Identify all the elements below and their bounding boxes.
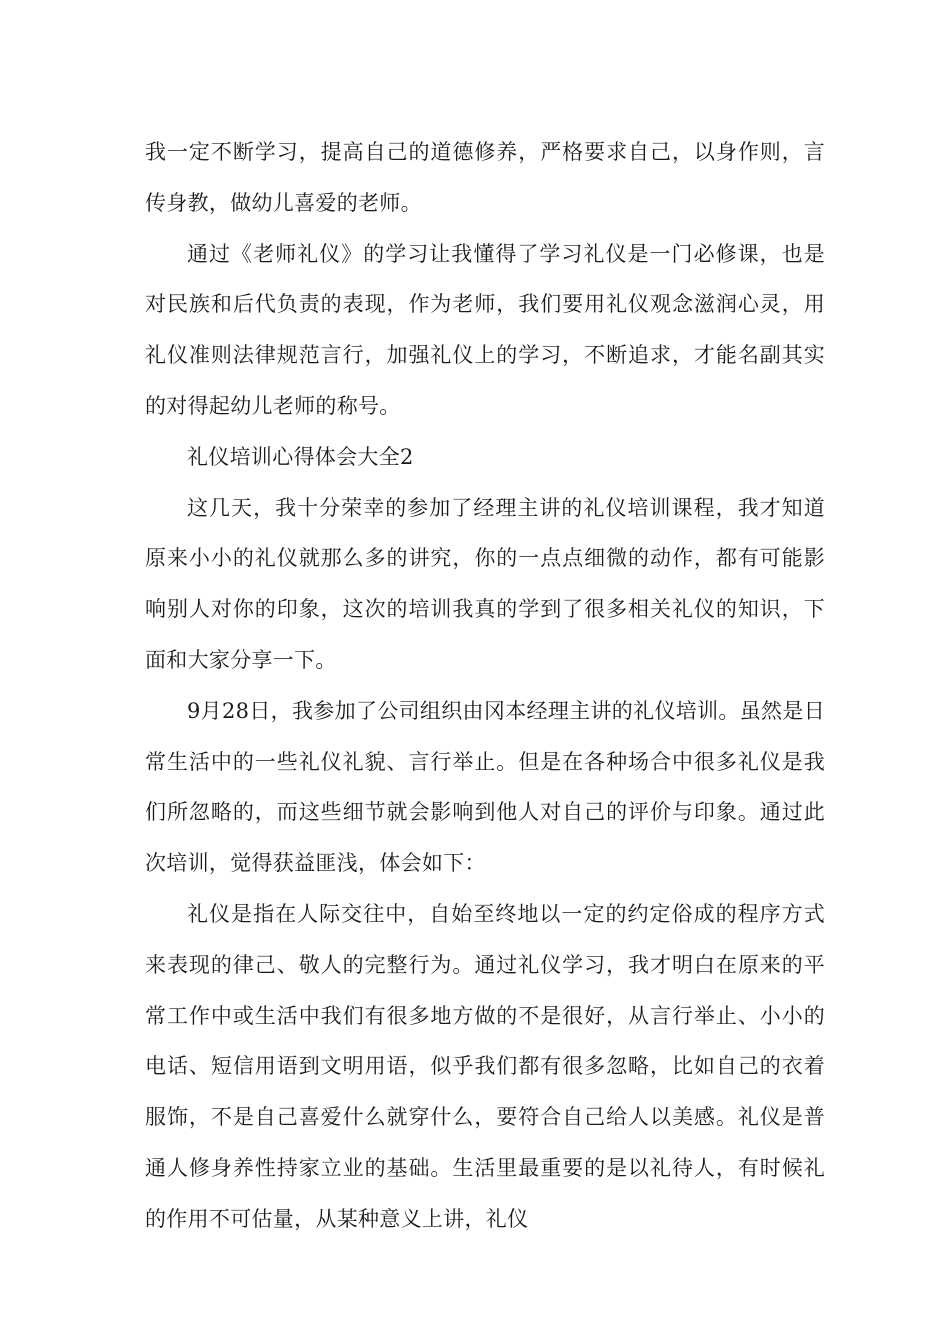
document-body — [145, 127, 825, 1245]
paragraph: 通过《老师礼仪》的学习让我懂得了学习礼仪是一门必修课，也是对民族和后代负责的表现，作为老师，我们要用礼仪观念滋润心灵，用礼仪准则法律规范言行，加强礼仪上的学习，不断追求，才能名副其实的对得起幼儿老师的称号。 — [145, 241, 825, 418]
paragraph: 9月28日，我参加了公司组织由冈本经理主讲的礼仪培训。虽然是日常生活中的一些礼仪礼貌、言行举止。但是在各种场合中很多礼仪是我们所忽略的，而这些细节就会影响到他人对自己的评价与印象。通过此次培训，觉得获益匪浅，体会如下： — [145, 698, 825, 876]
paragraph: 我一定不断学习，提高自己的道德修养，严格要求自己，以身作则，言传身教，做幼儿喜爱的老师。 — [145, 140, 825, 215]
section-heading: 礼仪培训心得体会大全2 — [187, 444, 414, 469]
paragraph: 礼仪是指在人际交往中，自始至终地以一定的约定俗成的程序方式来表现的律己、敬人的完整行为。通过礼仪学习，我才明白在原来的平常工作中或生活中我们有很多地方做的不是很好，从言行举止、小小的电话、短信用语到文明用语，似乎我们都有很多忽略，比如自己的衣着服饰，不是自己喜爱什么就穿什么，要符合自己给人以美感。礼仪是普通人修身养性持家立业的基础。生活里最重要的是以礼待人，有时候礼的作用不可估量，从某种意义上讲，礼仪 — [145, 901, 825, 1231]
paragraph: 这几天，我十分荣幸的参加了经理主讲的礼仪培训课程，我才知道原来小小的礼仪就那么多的讲究，你的一点点细微的动作，都有可能影响别人对你的印象，这次的培训我真的学到了很多相关礼仪的知识，下面和大家分享一下。 — [145, 495, 825, 672]
